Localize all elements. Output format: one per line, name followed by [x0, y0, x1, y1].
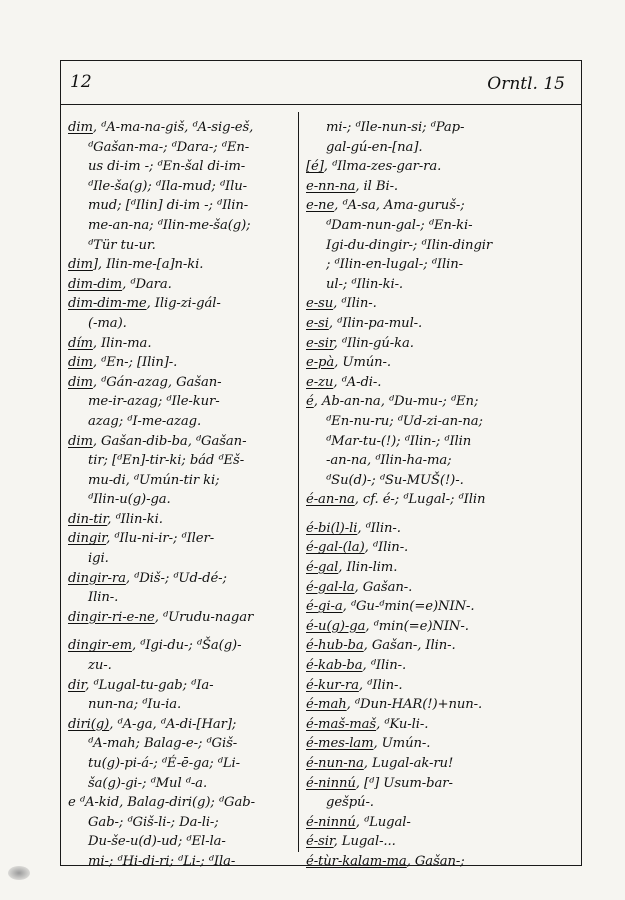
continuation-line	[68, 157, 294, 177]
headword: dingir-ri-e-ne	[68, 609, 155, 625]
continuation-line	[68, 471, 294, 491]
entry-line	[306, 558, 578, 578]
continuation-line	[306, 255, 578, 275]
line-gap	[68, 627, 294, 636]
entry-text: Igi-du-dingir-; ᵈIlin-dingir	[326, 237, 493, 253]
continuation-line	[306, 138, 578, 158]
entry-line	[306, 852, 578, 872]
entry-text: ᵈEn-nu-ru; ᵈUd-zi-an-na;	[326, 413, 483, 429]
headword: é-mes-lam	[306, 736, 374, 752]
headword: e-ne	[306, 198, 335, 214]
entry-text: ᵈMar-tu-(!); ᵈIlin-; ᵈIlin	[326, 433, 472, 449]
continuation-line	[68, 832, 294, 852]
entry-text: , Gašan-.	[354, 579, 413, 595]
continuation-line	[68, 216, 294, 236]
headword: dím	[68, 335, 93, 351]
column-divider	[298, 112, 299, 852]
continuation-line	[306, 118, 578, 138]
entry-text: tu(g)-pi-á-; ᵈÉ-ē-ga; ᵈLi-	[88, 756, 240, 771]
entry-line	[306, 196, 578, 216]
entry-text: (-ma).	[88, 315, 127, 331]
entry-text: , Umún-.	[373, 736, 431, 752]
entry-text: Gab-; ᵈGiš-li-; Da-li-;	[88, 814, 219, 830]
sheet-label: Orntl. 15	[487, 74, 565, 94]
entry-text: igi.	[88, 551, 109, 567]
continuation-line	[68, 392, 294, 412]
headword: dim	[68, 374, 93, 390]
continuation-line	[68, 754, 294, 774]
headword: dir	[68, 677, 86, 693]
entry-text: , ᵈA-di-.	[333, 374, 382, 390]
headword: dingir-em	[68, 638, 132, 654]
continuation-line	[68, 549, 294, 569]
headword: e-nn-na	[306, 178, 356, 194]
headword: é-hub-ba	[306, 638, 364, 654]
entry-text: ᵈSu(d)-; ᵈSu-MUŠ(!)-.	[326, 472, 464, 488]
entry-line	[306, 832, 578, 852]
entry-text: ᵈGašan-ma-; ᵈDara-; ᵈEn-	[88, 139, 250, 155]
continuation-line	[306, 471, 578, 491]
entry-text: me-an-na; ᵈIlin-me-ša(g);	[88, 217, 251, 233]
continuation-line	[68, 813, 294, 833]
entry-text: , ᵈIlin-.	[364, 540, 409, 556]
entry-text: , Gašan-, Ilin-.	[363, 638, 456, 654]
entry-text: , Lugal-ak-ru!	[363, 756, 454, 771]
entry-text: ᵈTür tu-ur.	[88, 237, 156, 253]
continuation-line	[68, 695, 294, 715]
entry-line	[306, 294, 578, 314]
continuation-line	[68, 490, 294, 510]
headword: din-tir	[68, 511, 108, 527]
entry-text: us di-im -; ᵈEn-šal di-im-	[88, 159, 246, 175]
headword: é-kab-ba	[306, 658, 363, 674]
entry-text: ᵈA-kid, Balag-diri(g); ᵈGab-	[79, 795, 255, 811]
header-rule	[60, 104, 582, 105]
headword: e-pà	[306, 355, 335, 371]
headword: é-sir	[306, 834, 334, 850]
entry-text: , ᵈA-sa, Ama-guruš-;	[334, 198, 465, 214]
continuation-line	[306, 236, 578, 256]
entry-text: , ᵈGu-ᵈmin(=e)NIN-.	[342, 599, 475, 615]
continuation-line	[68, 451, 294, 471]
continuation-line	[68, 196, 294, 216]
entry-line	[306, 538, 578, 558]
entry-text: , ᵈIlin-ki.	[107, 511, 163, 527]
entry-text: , ᵈLugal-tu-gab; ᵈIa-	[85, 677, 214, 693]
entry-text: , Gašan-dib-ba, ᵈGašan-	[92, 433, 247, 449]
headword: é-gal-la	[306, 579, 355, 595]
headword: dingir	[68, 531, 107, 547]
entry-text: azag; ᵈI-me-azag.	[88, 413, 202, 429]
entry-line	[68, 608, 294, 628]
entry-line	[306, 676, 578, 696]
entry-text: , ᵈUrudu-nagar	[154, 609, 254, 625]
entry-text: ᵈIlin-u(g)-ga.	[88, 492, 171, 508]
entry-text: , ᵈEn-; [Ilin]-.	[92, 355, 178, 371]
entry-text: , cf. é-; ᵈLugal-; ᵈIlin	[354, 492, 486, 508]
corner-smudge	[8, 866, 30, 880]
entry-text: , [ᵈ] Usum-bar-	[355, 775, 453, 791]
entry-text: , ᵈIlin-.	[362, 658, 407, 674]
entry-line	[68, 373, 294, 393]
continuation-line	[306, 793, 578, 813]
continuation-line	[306, 412, 578, 432]
entry-line	[68, 275, 294, 295]
headword: é-gi-a	[306, 599, 343, 615]
continuation-line	[68, 852, 294, 872]
entry-text: ], Ilin-me-[a]n-ki.	[92, 257, 204, 273]
continuation-line	[68, 314, 294, 334]
entry-text: , Lugal-...	[333, 834, 396, 850]
entry-text: , ᵈIgi-du-; ᵈŠa(g)-	[131, 638, 242, 654]
entry-text: -an-na, ᵈIlin-ha-ma;	[326, 453, 452, 469]
entry-text: , Gašan-;	[406, 853, 465, 869]
entry-line	[306, 774, 578, 794]
entry-text: , ᵈDiš-; ᵈUd-dé-;	[125, 570, 227, 586]
continuation-line	[306, 275, 578, 295]
headword: é-gal-(la)	[306, 540, 365, 556]
entry-text: mud; [ᵈIlin] di-im -; ᵈIlin-	[88, 198, 249, 214]
entry-text: gal-gú-en-[na].	[326, 139, 423, 155]
entry-text: , ᵈIlin-.	[357, 520, 401, 536]
entry-line	[306, 656, 578, 676]
entry-text: , ᵈLugal-	[355, 814, 411, 830]
page-number: 12	[70, 72, 92, 92]
entry-text: gešpú-.	[326, 795, 374, 811]
entry-line	[68, 432, 294, 452]
entry-text: tir; [ᵈEn]-tir-ki; bád ᵈEš-	[88, 453, 245, 469]
entry-text: nun-na; ᵈIu-ia.	[88, 697, 182, 713]
entry-text: , ᵈIlma-zes-gar-ra.	[323, 159, 442, 175]
entry-line	[68, 353, 294, 373]
entry-line	[306, 334, 578, 354]
entry-text: , il Bi-.	[355, 178, 399, 194]
continuation-line	[306, 216, 578, 236]
headword: é-u(g)-ga	[306, 618, 366, 634]
entry-line	[306, 578, 578, 598]
headword: e-si	[306, 315, 329, 331]
entry-line	[68, 255, 294, 275]
headword: é-ninnú	[306, 775, 356, 791]
entry-line	[306, 519, 578, 539]
entry-text: , Ilig-zi-gál-	[146, 296, 221, 312]
headword: é-mah	[306, 697, 347, 713]
entry-text: , ᵈDun-HAR(!)+nun-.	[346, 697, 483, 713]
entry-line	[68, 334, 294, 354]
entry-line	[306, 617, 578, 637]
headword: é-kur-ra	[306, 677, 359, 693]
entry-line	[306, 754, 578, 774]
continuation-line	[306, 432, 578, 452]
entry-line	[306, 636, 578, 656]
entry-line	[306, 490, 578, 510]
entry-line	[68, 715, 294, 735]
headword: é-bi(l)-li	[306, 520, 358, 536]
entry-text: , ᵈmin(=e)NIN-.	[365, 618, 469, 634]
headword: e-sir	[306, 335, 334, 351]
entry-text: zu-.	[88, 658, 112, 674]
entry-text: , ᵈIlin-pa-mul-.	[328, 315, 423, 331]
entry-line	[68, 569, 294, 589]
entry-line	[306, 157, 578, 177]
entry-text: ; ᵈIlin-en-lugal-; ᵈIlin-	[326, 257, 463, 273]
entry-line	[68, 294, 294, 314]
entry-line	[306, 353, 578, 373]
headword: e-su	[306, 296, 334, 312]
entry-line	[68, 529, 294, 549]
continuation-line	[68, 177, 294, 197]
headword: é-maš-maš	[306, 716, 377, 732]
headword: diri(g)	[68, 716, 110, 732]
entry-line	[68, 676, 294, 696]
headword: dim	[68, 355, 93, 371]
entry-text: ᵈA-mah; Balag-e-; ᵈGiš-	[88, 736, 238, 752]
entry-text: mu-di, ᵈUmún-tir ki;	[88, 472, 220, 488]
entry-line	[306, 813, 578, 833]
right-column	[306, 118, 578, 872]
left-column	[68, 118, 294, 872]
entry-text: , ᵈA-ga, ᵈA-di-[Har];	[109, 716, 237, 732]
headword: é-gal	[306, 560, 339, 576]
continuation-line	[68, 656, 294, 676]
entry-text: , ᵈDara.	[122, 276, 172, 292]
headword: é-ninnú	[306, 814, 356, 830]
entry-line	[306, 734, 578, 754]
headword: dim	[68, 433, 93, 449]
continuation-line	[68, 412, 294, 432]
entry-line	[68, 510, 294, 530]
continuation-line	[68, 588, 294, 608]
line-gap	[306, 510, 578, 519]
entry-text: mi-; ᵈHi-di-ri; ᵈLi-; ᵈIla-	[88, 853, 236, 869]
entry-text: , ᵈIlu-ni-ir-; ᵈIler-	[106, 531, 215, 547]
entry-line	[68, 636, 294, 656]
entry-text: , Ilin-lim.	[338, 560, 398, 576]
entry-text: , ᵈIlin-.	[358, 677, 403, 693]
headword: dim-dim	[68, 276, 123, 292]
entry-text: Ilin-.	[88, 590, 119, 606]
entry-line	[306, 373, 578, 393]
entry-line	[68, 118, 294, 138]
entry-line	[306, 392, 578, 412]
entry-line	[306, 597, 578, 617]
headword: é-an-na	[306, 492, 355, 508]
continuation-line	[306, 451, 578, 471]
entry-text: , Umún-.	[334, 355, 392, 371]
continuation-line	[68, 774, 294, 794]
headword: dim	[68, 257, 93, 273]
entry-text: , Ab-an-na, ᵈDu-mu-; ᵈEn;	[313, 394, 479, 410]
entry-text: , ᵈA-ma-na-giš, ᵈA-sig-eš,	[92, 120, 254, 135]
entry-text: ᵈDam-nun-gal-; ᵈEn-ki-	[326, 217, 473, 233]
entry-line	[68, 793, 294, 813]
continuation-line	[68, 236, 294, 256]
headword: dim	[68, 120, 93, 135]
entry-text: , ᵈIlin-gú-ka.	[333, 335, 414, 351]
headword: [é]	[306, 159, 324, 175]
headword: dingir-ra	[68, 570, 126, 586]
headword: dim-dim-me	[68, 296, 147, 312]
entry-line	[306, 715, 578, 735]
entry-text: Du-še-u(d)-ud; ᵈEl-la-	[88, 834, 226, 850]
entry-text: , Ilin-ma.	[92, 335, 152, 351]
headword: e-zu	[306, 374, 334, 390]
entry-text: ša(g)-gi-; ᵈMul ᵈ-a.	[88, 775, 208, 791]
headword: é	[306, 394, 314, 410]
entry-text: , ᵈGán-azag, Gašan-	[92, 374, 222, 390]
entry-line	[306, 695, 578, 715]
entry-text: , ᵈKu-li-.	[376, 716, 429, 732]
entry-text: ᵈIle-ša(g); ᵈIla-mud; ᵈIlu-	[88, 178, 248, 194]
entry-line	[306, 177, 578, 197]
entry-prefix: e	[68, 795, 80, 811]
headword: é-tùr-kalam-ma	[306, 853, 407, 869]
entry-text: mi-; ᵈIle-nun-si; ᵈPap-	[326, 120, 465, 135]
headword: é-nun-na	[306, 756, 364, 771]
entry-text: ul-; ᵈIlin-ki-.	[326, 276, 404, 292]
entry-text: me-ir-azag; ᵈIle-kur-	[88, 394, 220, 410]
entry-text: , ᵈIlin-.	[333, 296, 377, 312]
continuation-line	[68, 138, 294, 158]
continuation-line	[68, 734, 294, 754]
entry-line	[306, 314, 578, 334]
